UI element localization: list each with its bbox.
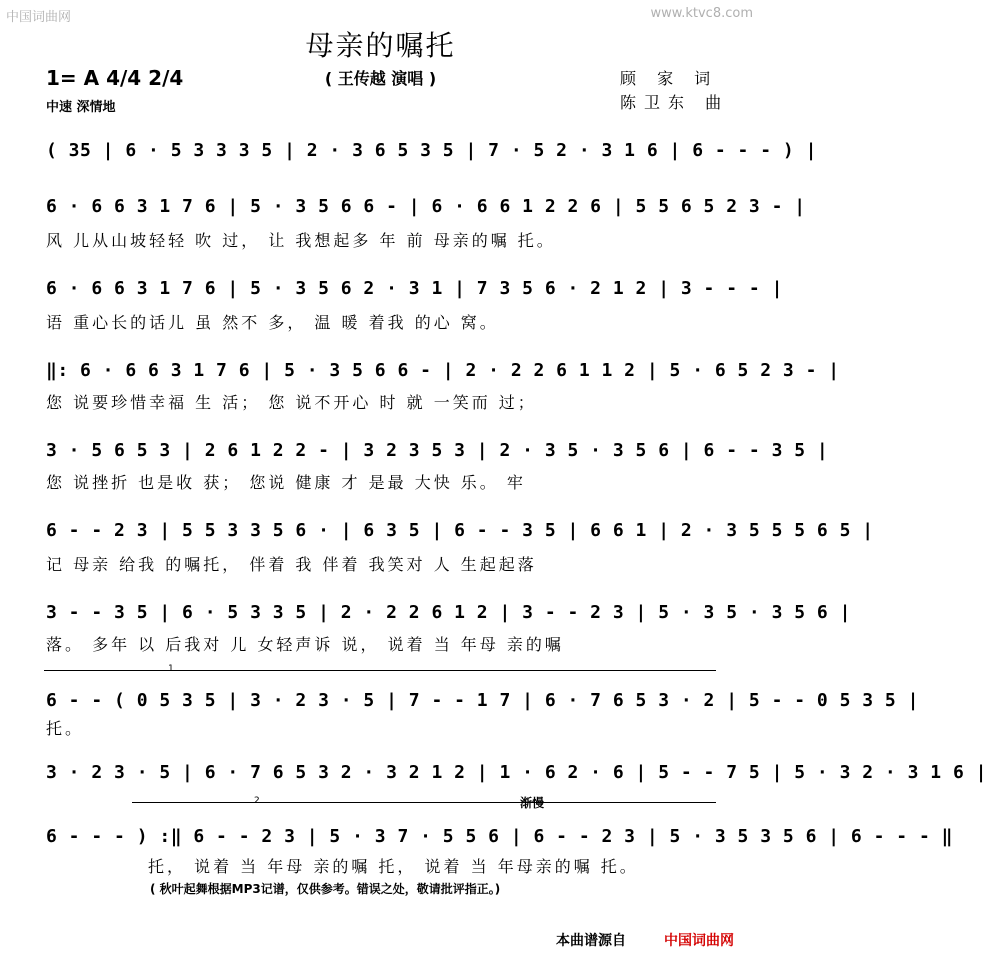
- volta-bracket-second: [132, 802, 716, 803]
- composer-credit: 陈卫东 曲: [620, 93, 730, 112]
- transcription-note: ( 秋叶起舞根据MP3记谱，仅供参考。错误之处，敬请批评指正。): [150, 882, 501, 896]
- singer-credit: ( 王传越 演唱 ): [324, 69, 437, 88]
- lyrics-row: 托。: [46, 719, 85, 738]
- lyrics-row: 您 说要珍惜幸福 生 活； 您 说不开心 时 就 一笑而 过；: [46, 393, 537, 412]
- volta-number-second: 2: [254, 796, 260, 806]
- source-site-link[interactable]: 中国词曲网: [664, 933, 734, 949]
- lyrics-row: 风 儿从山坡轻轻 吹 过， 让 我想起多 年 前 母亲的嘱 托。: [46, 231, 556, 250]
- notation-row: 6 - - 2 3 | 5 5 3 3 5 6 · | 6 3 5 | 6 - - 3 5 | 6 6 1 | 2 · 3 5 5 5 6 5 |: [46, 520, 874, 541]
- lyrics-row: 落。 多年 以 后我对 儿 女轻声诉 说， 说着 当 年母 亲的嘱: [46, 635, 564, 654]
- song-title: 母亲的嘱托: [305, 29, 456, 62]
- notation-row: 6 · 6 6 3 1 7 6 | 5 · 3 5 6 6 - | 6 · 6 6 1 2 2 6 | 5 5 6 5 2 3 - |: [46, 196, 806, 217]
- source-label: 本曲谱源自: [556, 933, 626, 949]
- notation-row: 3 · 2 3 · 5 | 6 · 7 6 5 3 2 · 3 2 1 2 | 1 · 6 2 · 6 | 5 - - 7 5 | 5 · 3 2 · 3 1 6 |: [46, 762, 987, 783]
- lyrics-row: 您 说挫折 也是收 获； 您说 健康 才 是最 大快 乐。 牢: [46, 473, 526, 492]
- notation-row: 3 · 5 6 5 3 | 2 6 1 2 2 - | 3 2 3 5 3 | 2 · 3 5 · 3 5 6 | 6 - - 3 5 |: [46, 440, 829, 461]
- notation-row: ( 35 | 6 · 5 3 3 3 5 | 2 · 3 6 5 3 5 | 7 · 5 2 · 3 1 6 | 6 - - - ) |: [46, 140, 817, 161]
- tempo-marking: 中速 深情地: [46, 100, 116, 115]
- lyrics-row: 记 母亲 给我 的嘱托， 伴着 我 伴着 我笑对 人 生起起落: [46, 555, 537, 574]
- volta-bracket-first: [44, 670, 716, 671]
- volta-number-first: 1: [168, 664, 174, 674]
- notation-row: 3 - - 3 5 | 6 · 5 3 3 5 | 2 · 2 2 6 1 2 | 3 - - 2 3 | 5 · 3 5 · 3 5 6 |: [46, 602, 851, 623]
- notation-row: 6 · 6 6 3 1 7 6 | 5 · 3 5 6 2 · 3 1 | 7 3 5 6 · 2 1 2 | 3 - - - |: [46, 278, 783, 299]
- watermark-right: www.ktvc8.com: [650, 6, 753, 21]
- watermark-left: 中国词曲网: [6, 10, 72, 25]
- notation-row: 6 - - ( 0 5 3 5 | 3 · 2 3 · 5 | 7 - - 1 7 | 6 · 7 6 5 3 · 2 | 5 - - 0 5 3 5 |: [46, 690, 919, 711]
- notation-row: 6 - - - ) :‖ 6 - - 2 3 | 5 · 3 7 · 5 5 6 | 6 - - 2 3 | 5 · 3 5 3 5 6 | 6 - - - ‖: [46, 826, 953, 847]
- notation-row: ‖: 6 · 6 6 3 1 7 6 | 5 · 3 5 6 6 - | 2 · 2 2 6 1 1 2 | 5 · 6 5 2 3 - |: [46, 360, 840, 381]
- key-signature: 1= A 4/4 2/4: [46, 66, 184, 90]
- lyrics-row: 托， 说着 当 年母 亲的嘱 托， 说着 当 年母亲的嘱 托。: [148, 857, 639, 876]
- ritardando-marking: 渐慢: [520, 796, 545, 810]
- lyrics-row: 语 重心长的话儿 虽 然不 多， 温 暖 着我 的心 窝。: [46, 313, 499, 332]
- lyricist-credit: 顾 家 词: [620, 69, 719, 88]
